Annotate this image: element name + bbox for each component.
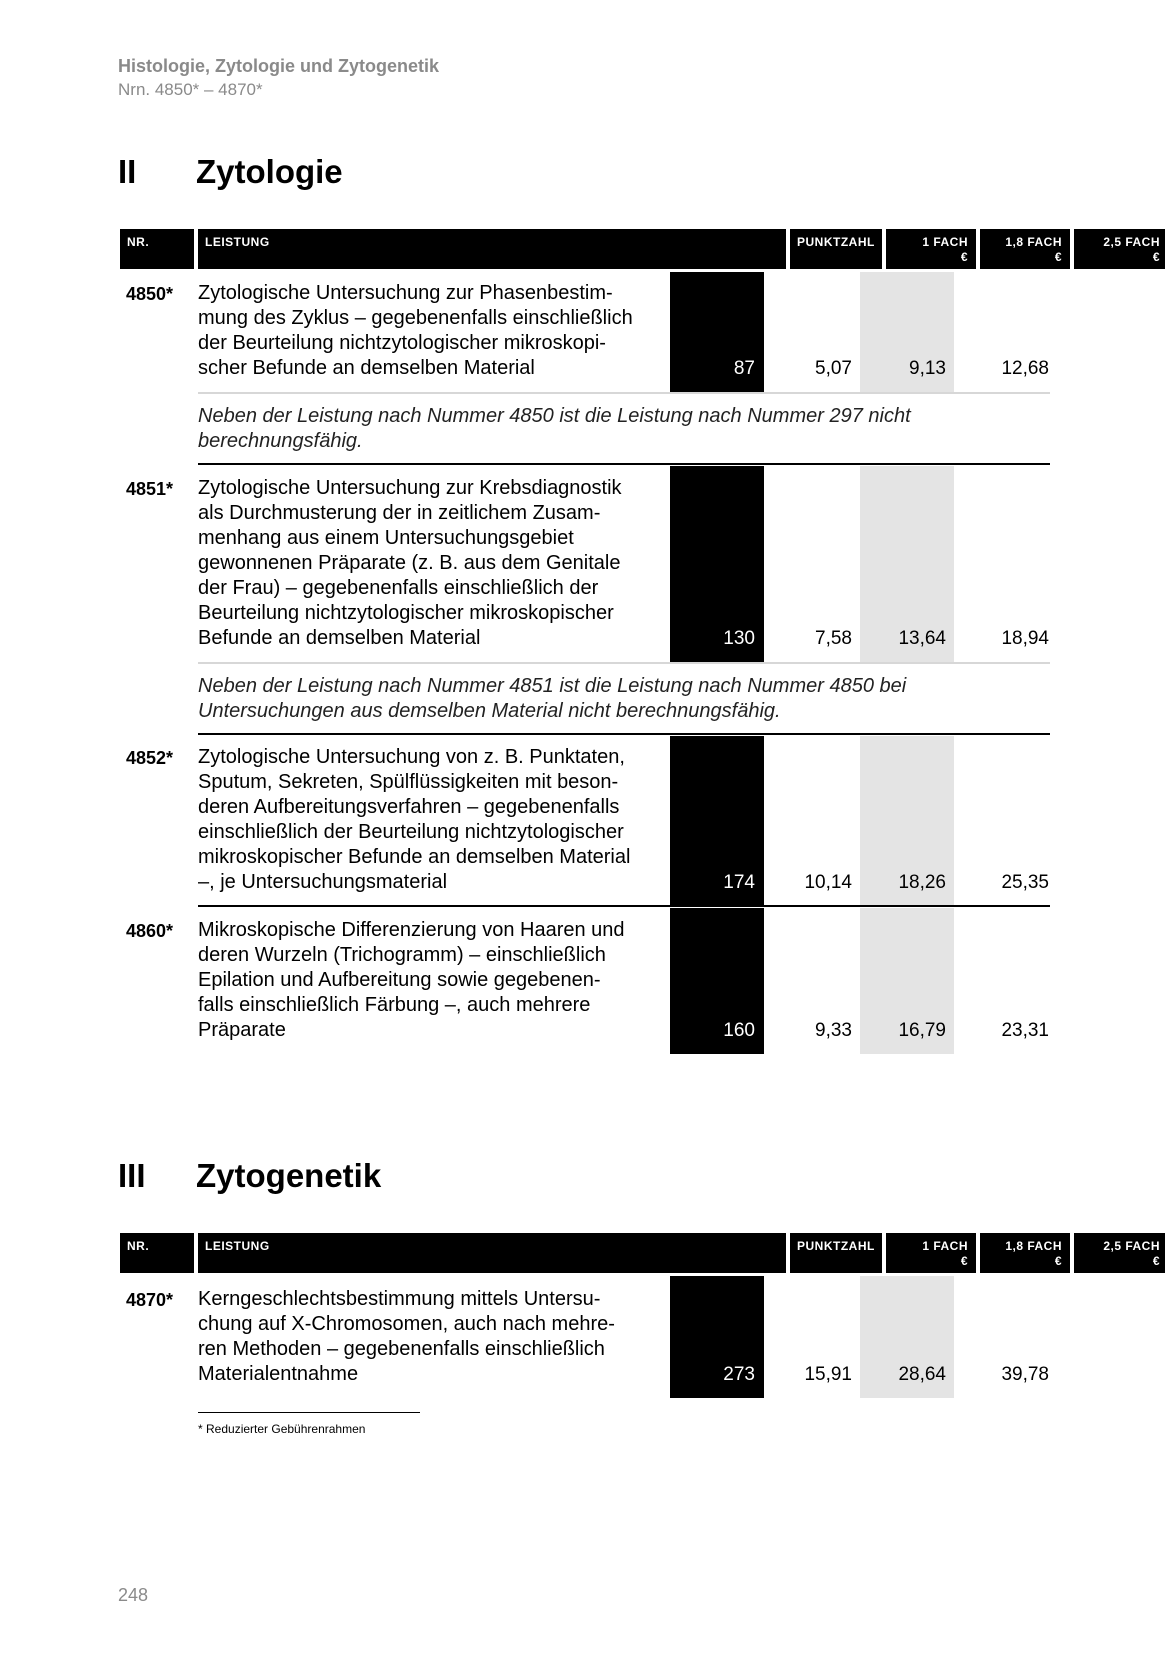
col-header-25fach: 2,5 FACH € xyxy=(1074,1233,1165,1273)
25fach-4850: 12,68 xyxy=(1001,358,1049,379)
footnote: * Reduzierter Gebührenrahmen xyxy=(198,1422,366,1436)
note-4851: Neben der Leistung nach Nummer 4851 ist die Leistung nach Nummer 4850 bei Untersuchungen aus demselben Material nicht berechnungsfähig. xyxy=(198,675,907,722)
col-header-18fach: 1,8 FACH € xyxy=(980,1233,1070,1273)
entry-desc-4851: Zytologische Untersuchung zur Krebsdiagnostik als Durchmusterung der in zeitlichem Zusam- menhang aus einem Untersuchungsgebiet gewonnenen Präparate (z. B. aus dem Genitale der Frau) – gegebenenfalls einschließlich der Beurteilung nichtzytologischer mikroskopischer Befunde an demselben Material xyxy=(198,477,622,649)
entry-desc-4860: Mikroskopische Differenzierung von Haaren und deren Wurzeln (Trichogramm) – einschließlich Epilation und Aufbereitung sowie gegebenen- falls einschließlich Färbung –, auch mehrere Präparate xyxy=(198,919,625,1041)
table-header-zytogenetik xyxy=(120,1233,1160,1273)
col-header-25fach: 2,5 FACH € xyxy=(1074,229,1165,269)
punktzahl-4851: 130 xyxy=(723,628,755,649)
entry-desc-4850: Zytologische Untersuchung zur Phasenbestim- mung des Zyklus – gegebenenfalls einschließlich der Beurteilung nichtzytologischer mikroskopi- scher Befunde an demselben Material xyxy=(198,282,633,379)
25fach-4860: 23,31 xyxy=(1001,1020,1049,1041)
25fach-4870: 39,78 xyxy=(1001,1364,1049,1385)
running-head xyxy=(118,54,439,102)
row-divider xyxy=(198,463,1050,465)
col-header-punktzahl: PUNKTZAHL xyxy=(790,1233,882,1273)
col-header-leistung: LEISTUNG xyxy=(198,1233,786,1273)
entry-desc-4852: Zytologische Untersuchung von z. B. Punktaten, Sputum, Sekreten, Spülflüssigkeiten mit beson- deren Aufbereitungsverfahren – gegebenenfalls einschließlich der Beurteilung nichtzytologischer mikroskopischer Befunde an demselben Material –, je Untersuchungsmaterial xyxy=(198,746,631,893)
18fach-4852: 18,26 xyxy=(898,872,946,893)
col-header-18fach: 1,8 FACH € xyxy=(980,229,1070,269)
entry-nr-4851: 4851* xyxy=(126,479,174,499)
1fach-4870: 15,91 xyxy=(804,1364,852,1385)
page-number: 248 xyxy=(118,1585,149,1605)
entry-nr-4852: 4852* xyxy=(126,748,174,768)
25fach-4852: 25,35 xyxy=(1001,872,1049,893)
section-title: Zytogenetik xyxy=(196,1157,382,1194)
footnote-rule xyxy=(198,1412,420,1413)
running-head-range: Nrn. 4850* – 4870* xyxy=(118,80,263,99)
row-divider xyxy=(198,662,1050,664)
1fach-4852: 10,14 xyxy=(804,872,852,893)
col-header-leistung: LEISTUNG xyxy=(198,229,786,269)
col-header-1fach: 1 FACH € xyxy=(886,1233,976,1273)
punktzahl-4870: 273 xyxy=(723,1364,755,1385)
row-divider xyxy=(198,905,1050,907)
18fach-4870: 28,64 xyxy=(898,1364,946,1385)
col-header-punktzahl: PUNKTZAHL xyxy=(790,229,882,269)
18fach-4860: 16,79 xyxy=(898,1020,946,1041)
18fach-4850: 9,13 xyxy=(909,358,946,379)
section-number: II xyxy=(118,153,137,190)
entry-nr-4870: 4870* xyxy=(126,1290,174,1310)
row-divider xyxy=(198,392,1050,394)
1fach-4850: 5,07 xyxy=(815,358,852,379)
entry-nr-4860: 4860* xyxy=(126,921,174,941)
1fach-4851: 7,58 xyxy=(815,628,852,649)
col-header-nr: NR. xyxy=(120,229,194,269)
section-title: Zytologie xyxy=(196,153,343,190)
table-header-zytologie xyxy=(120,229,1160,269)
18fach-4851: 13,64 xyxy=(898,628,946,649)
punktzahl-4860: 160 xyxy=(723,1020,755,1041)
entry-desc-4870: Kerngeschlechtsbestimmung mittels Untersu- chung auf X-Chromosomen, auch nach mehre- ren Methoden – gegebenenfalls einschließlich Materialentnahme xyxy=(198,1288,615,1385)
col-header-1fach: 1 FACH € xyxy=(886,229,976,269)
entry-nr-4850: 4850* xyxy=(126,284,174,304)
punktzahl-4852: 174 xyxy=(723,872,755,893)
1fach-4860: 9,33 xyxy=(815,1020,852,1041)
note-4850: Neben der Leistung nach Nummer 4850 ist die Leistung nach Nummer 297 nicht berechnungsfähig. xyxy=(198,405,911,452)
section-number: III xyxy=(118,1157,146,1194)
punktzahl-4850: 87 xyxy=(733,358,755,379)
col-header-nr: NR. xyxy=(120,1233,194,1273)
running-head-title: Histologie, Zytologie und Zytogenetik xyxy=(118,56,440,76)
25fach-4851: 18,94 xyxy=(1001,628,1049,649)
row-divider xyxy=(198,733,1050,735)
